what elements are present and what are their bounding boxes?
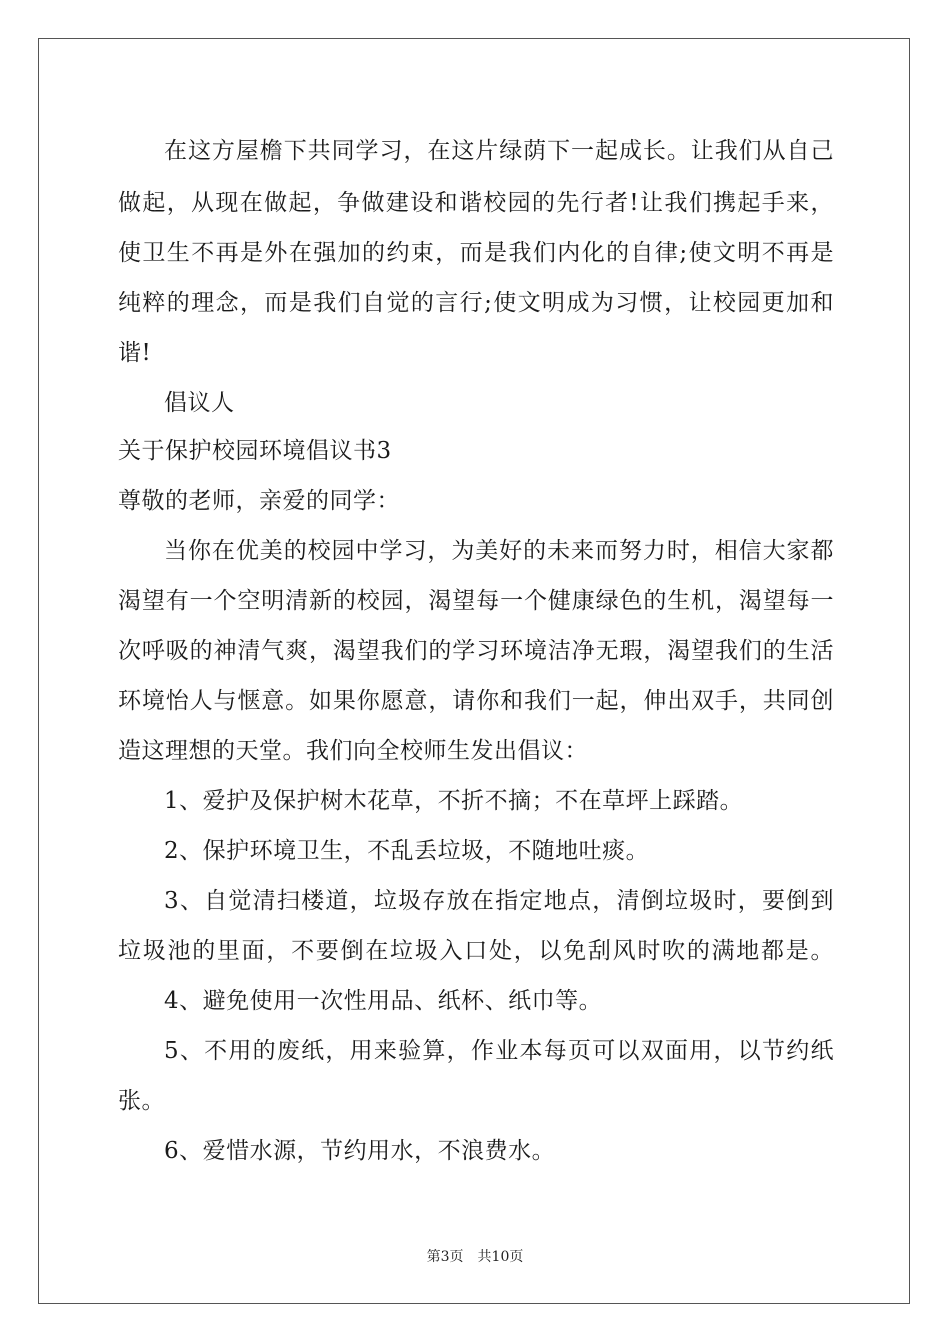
salutation: 尊敬的老师，亲爱的同学：	[118, 488, 400, 514]
list-item: 4、避免使用一次性用品、纸杯、纸巾等。	[164, 988, 603, 1014]
list-item: 1、爱护及保护树木花草，不折不摘；不在草坪上踩踏。	[164, 788, 744, 814]
section-title: 关于保护校园环境倡议书3	[118, 438, 392, 464]
list-item: 2、保护环境卫生，不乱丢垃圾，不随地吐痰。	[164, 838, 650, 864]
paragraph-line: 使卫生不再是外在强加的约束，而是我们内化的自律;使文明不再是	[118, 240, 834, 266]
list-item-continuation: 张。	[118, 1088, 165, 1114]
paragraph-line: 做起，从现在做起，争做建设和谐校园的先行者!让我们携起手来，	[118, 190, 834, 216]
paragraph-line: 渴望有一个空明清新的校园，渴望每一个健康绿色的生机，渴望每一	[118, 588, 834, 614]
signature-label: 倡议人	[164, 390, 235, 416]
page-border	[38, 38, 910, 1304]
paragraph-line: 在这方屋檐下共同学习，在这片绿荫下一起成长。让我们从自己	[164, 138, 834, 164]
paragraph-line: 当你在优美的校园中学习，为美好的未来而努力时，相信大家都	[164, 538, 834, 564]
paragraph-line: 纯粹的理念，而是我们自觉的言行;使文明成为习惯，让校园更加和	[118, 290, 834, 316]
paragraph-line: 环境怡人与惬意。如果你愿意，请你和我们一起，伸出双手，共同创	[118, 688, 834, 714]
list-item: 5、不用的废纸，用来验算，作业本每页可以双面用，以节约纸	[164, 1038, 834, 1064]
list-item: 3、自觉清扫楼道，垃圾存放在指定地点，清倒垃圾时，要倒到	[164, 888, 834, 914]
paragraph-line: 次呼吸的神清气爽，渴望我们的学习环境洁净无瑕，渴望我们的生活	[118, 638, 834, 664]
list-item: 6、爱惜水源，节约用水，不浪费水。	[164, 1138, 556, 1164]
list-item-continuation: 垃圾池的里面，不要倒在垃圾入口处，以免刮风时吹的满地都是。	[118, 938, 834, 964]
page-number-footer: 第3页 共10页	[426, 1249, 524, 1265]
paragraph-line: 谐!	[118, 340, 152, 366]
paragraph-line: 造这理想的天堂。我们向全校师生发出倡议：	[118, 738, 588, 764]
